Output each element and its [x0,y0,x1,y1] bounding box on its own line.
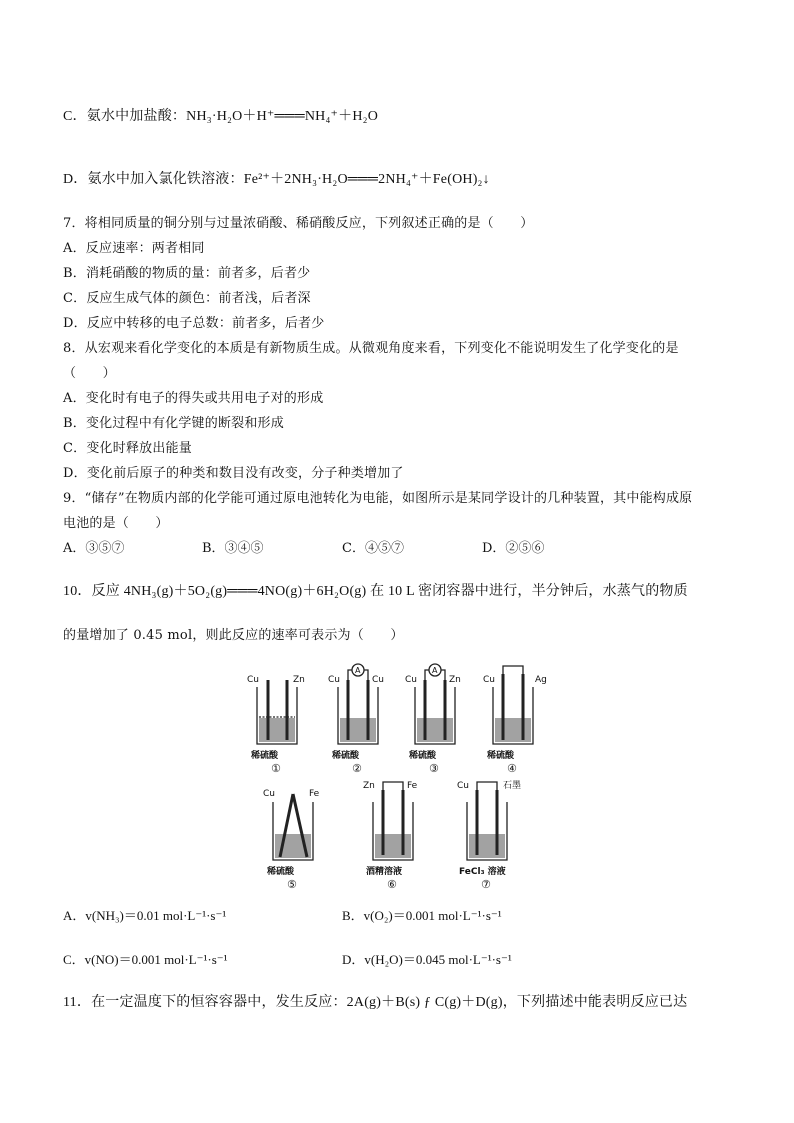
q6-option-d: D．氨水中加入氯化铁溶液：Fe²⁺＋2NH₃·H₂O═══2NH₄⁺＋Fe(OH)₂↓ [63,172,490,187]
device-4-right-label: Ag [535,675,547,685]
device-5-right-label: Fe [309,789,320,799]
q7-option-a: A．反应速率：两者相同 [63,241,205,256]
device-7-right-label: 石墨 [503,781,522,791]
q10-stem-line1: 10．反应 4NH₃(g)＋5O₂(g)═══4NO(g)＋6H₂O(g) 在 10 L 密闭容器中进行，半分钟后，水蒸气的物质 [63,584,688,599]
device-4-solution: 稀硫酸 [487,751,515,761]
device-1-left-label: Cu [247,675,259,685]
device-3-left-label: Cu [405,675,417,685]
device-1-beaker [257,680,297,744]
q9-stem-line2: 电池的是（ ） [63,516,169,531]
device-1-number: ① [271,762,281,775]
q8-option-b: B．变化过程中有化学键的断裂和形成 [63,416,284,431]
q9-option-d: D．②⑤⑥ [482,541,545,556]
q9-option-c: C．④⑤⑦ [342,541,404,556]
q11-stem-line1: 11．在一定温度下的恒容容器中，发生反应：2A(g)＋B(s) ƒ C(g)＋D(g)，下列描述中能表明反应已达 [63,995,688,1010]
q8-option-d: D．变化前后原子的种类和数目没有改变，分子种类增加了 [63,466,404,481]
device-7-beaker [467,782,507,860]
device-1-right-label: Zn [293,675,305,685]
device-2-solution: 稀硫酸 [332,751,360,761]
device-6-left-label: Zn [363,781,375,791]
q7-option-b: B．消耗硝酸的物质的量：前者多，后者少 [63,266,311,281]
device-7-left-label: Cu [457,781,469,791]
q9-stem-line1: 9．“储存”在物质内部的化学能可通过原电池转化为电能，如图所示是某同学设计的几种装置，其中能构成原 [63,491,693,506]
ammeter-3-label: A [432,666,438,675]
device-6-number: ⑥ [387,878,397,891]
device-6-beaker [373,782,413,860]
device-7-solution: FeCl₃ 溶液 [459,867,506,877]
device-4-beaker [493,666,533,744]
device-7-number: ⑦ [481,878,491,891]
q7-option-c: C．反应生成气体的颜色：前者浅，后者深 [63,291,311,306]
device-3-right-label: Zn [449,675,461,685]
device-2-right-label: Cu [372,675,384,685]
q7-stem: 7．将相同质量的铜分别与过量浓硝酸、稀硝酸反应，下列叙述正确的是（ ） [63,216,534,231]
q8-stem-line2: （ ） [63,366,116,381]
device-2-number: ② [352,762,362,775]
q6-option-c: C．氨水中加盐酸：NH₃·H₂O＋H⁺═══NH₄⁺＋H₂O [63,109,379,124]
device-6-solution: 酒精溶液 [366,867,403,877]
q9-option-b: B．③④⑤ [202,541,264,556]
q10-option-b: B．v(O₂)＝0.001 mol·L⁻¹·s⁻¹ [342,908,502,923]
q8-option-c: C．变化时释放出能量 [63,441,192,456]
q7-option-d: D．反应中转移的电子总数：前者多，后者少 [63,316,325,331]
q8-option-a: A．变化时有电子的得失或共用电子对的形成 [63,391,324,406]
device-5-left-label: Cu [263,789,275,799]
galvanic-cell-figure [235,662,575,892]
device-2-left-label: Cu [328,675,340,685]
device-4-left-label: Cu [483,675,495,685]
q10-option-d: D．v(H₂O)＝0.045 mol·L⁻¹·s⁻¹ [342,952,512,967]
q10-option-c: C．v(NO)＝0.001 mol·L⁻¹·s⁻¹ [63,952,228,967]
device-5-beaker [273,794,313,860]
device-4-number: ④ [507,762,517,775]
q8-stem-line1: 8．从宏观来看化学变化的本质是有新物质生成。从微观角度来看，下列变化不能说明发生了化学变化的是 [63,341,679,356]
device-5-solution: 稀硫酸 [267,867,295,877]
device-3-number: ③ [429,762,439,775]
q9-option-a: A．③⑤⑦ [63,541,125,556]
device-5-number: ⑤ [287,878,297,891]
q10-stem-line2: 的量增加了 0.45 mol，则此反应的速率可表示为（ ） [63,628,404,643]
device-6-right-label: Fe [407,781,418,791]
device-3-solution: 稀硫酸 [409,751,437,761]
ammeter-2-label: A [355,666,361,675]
device-1-solution: 稀硫酸 [251,751,279,761]
q10-option-a: A．v(NH₃)＝0.01 mol·L⁻¹·s⁻¹ [63,908,227,923]
